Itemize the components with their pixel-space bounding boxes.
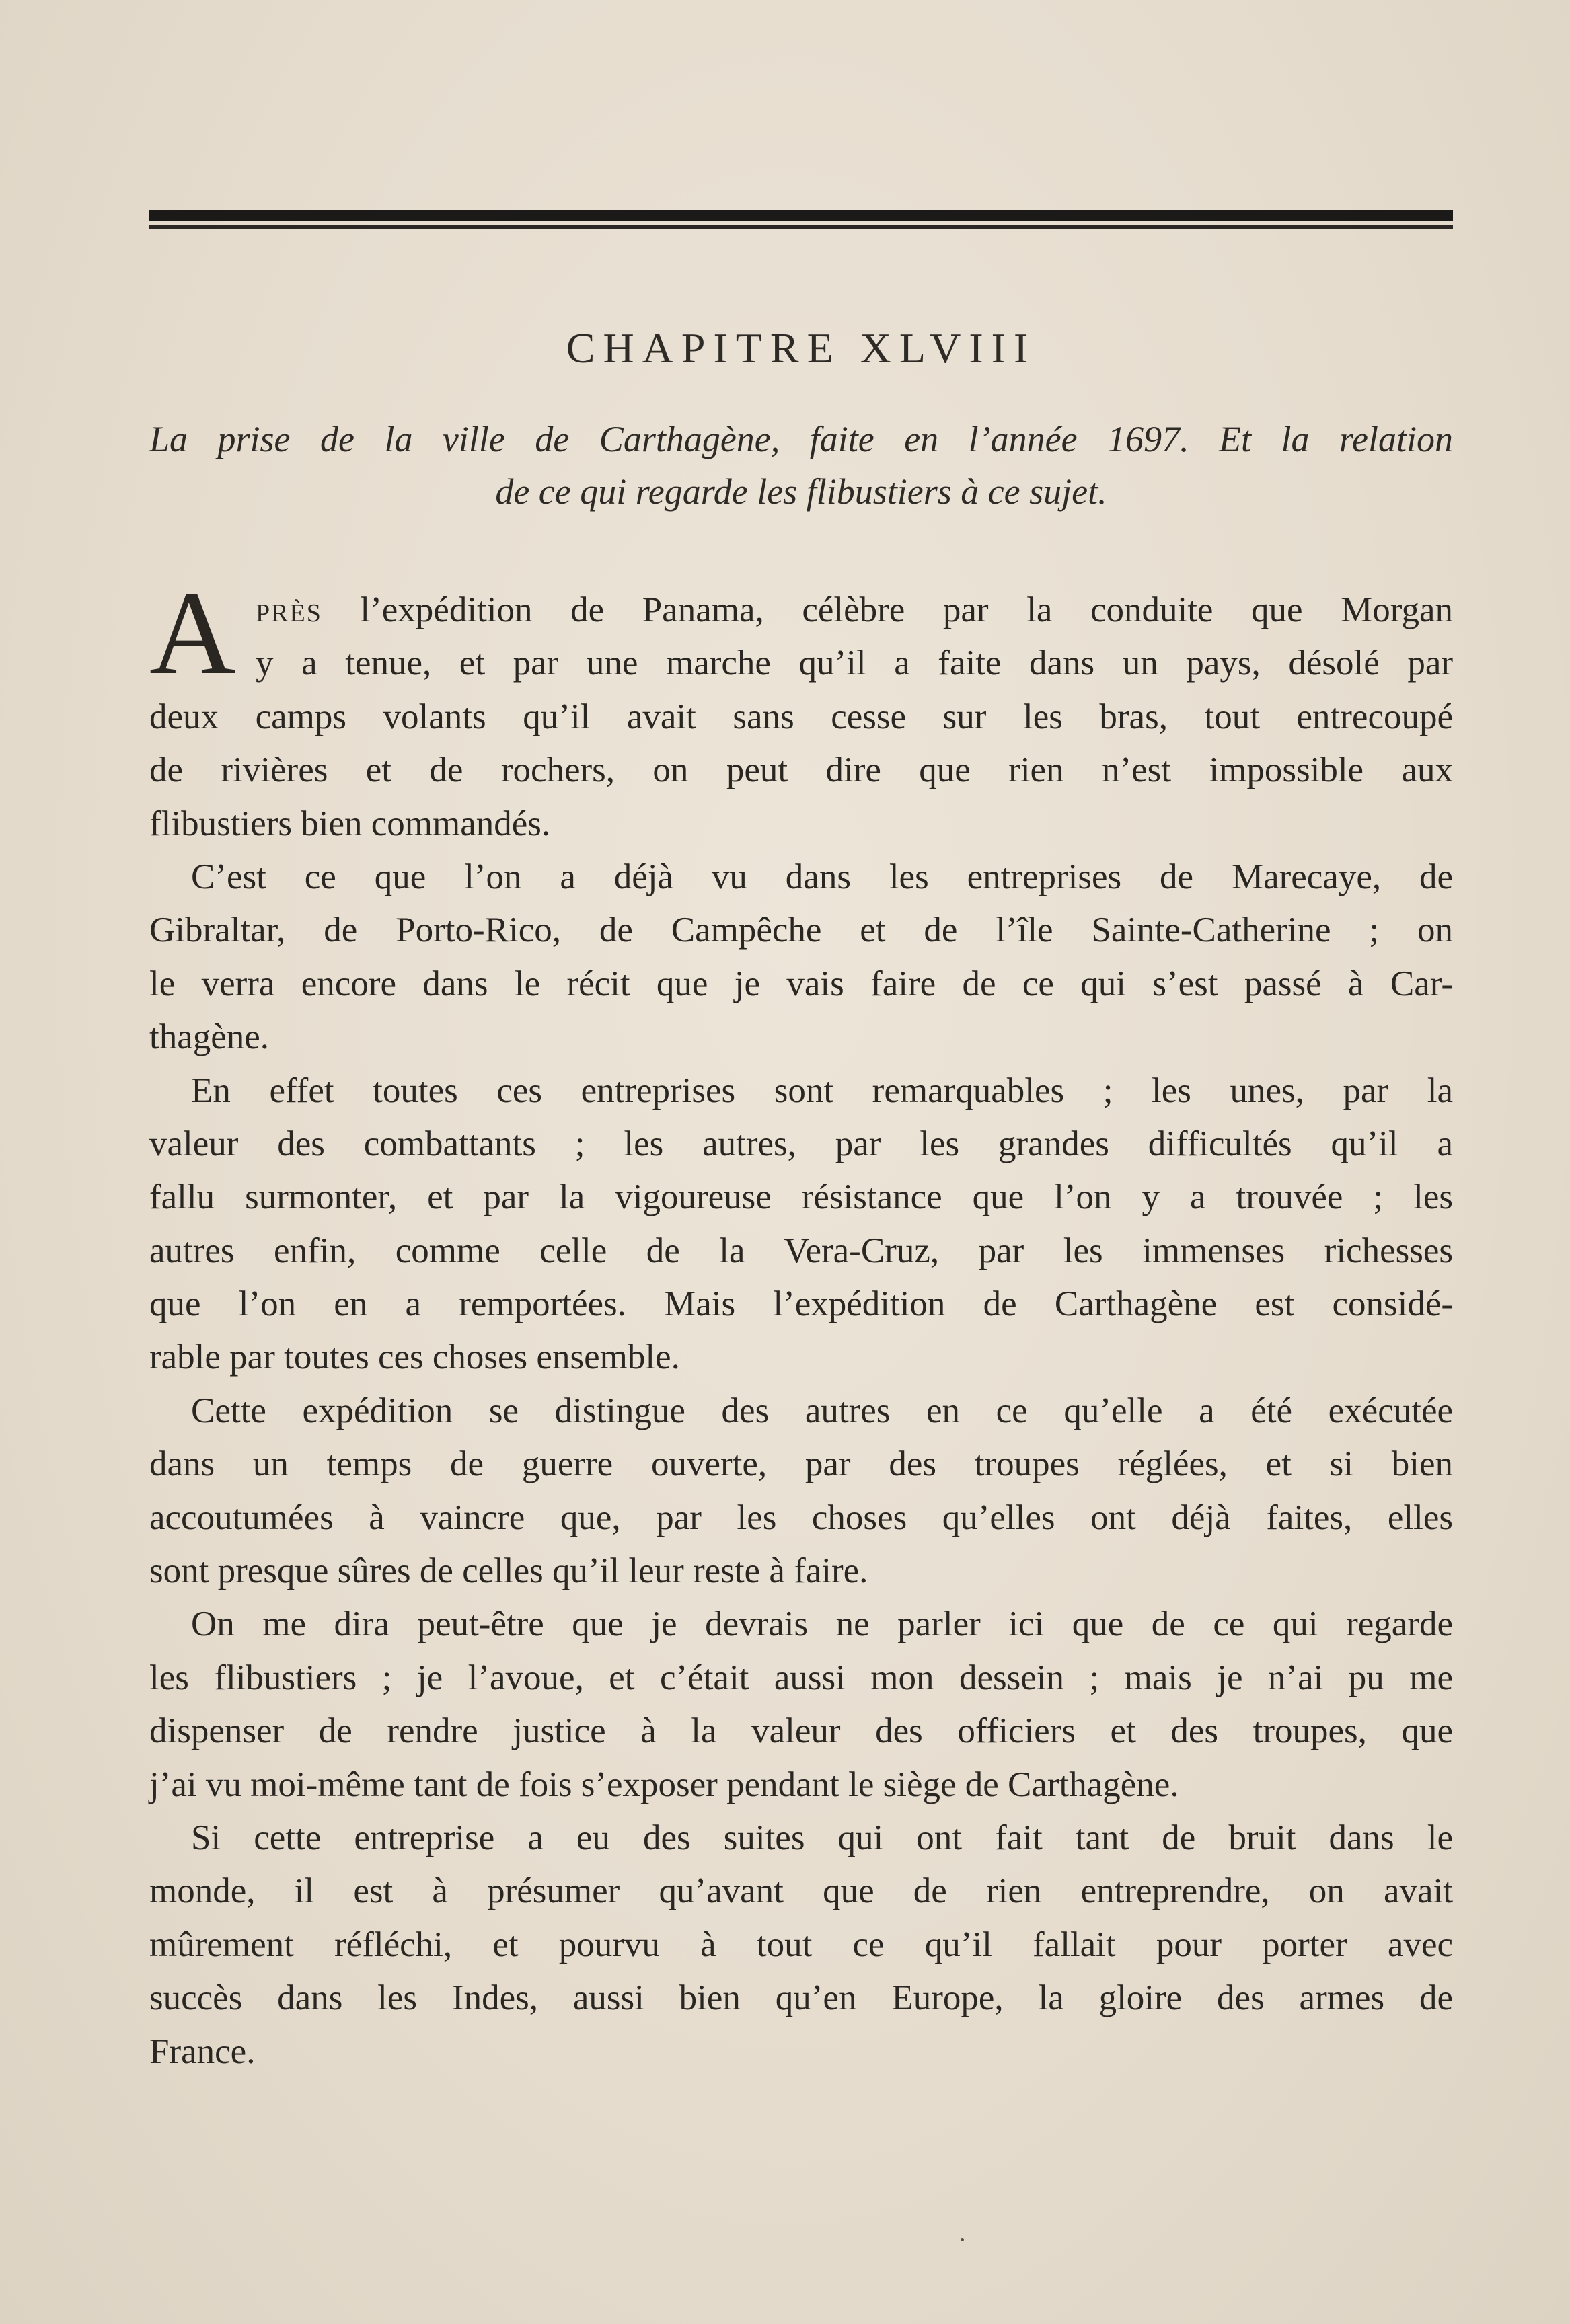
text-line: de rivières et de rochers, on peut dire que rien n’est impossible aux bbox=[149, 750, 1453, 790]
text-line: monde, il est à présumer qu’avant que de rien entreprendre, on avait bbox=[149, 1871, 1453, 1911]
drop-cap-letter: A bbox=[149, 566, 236, 699]
text-line: dans un temps de guerre ouverte, par des troupes réglées, et si bien bbox=[149, 1444, 1453, 1484]
text-line: C’est ce que l’on a déjà vu dans les entreprises de Marecaye, de bbox=[191, 857, 1453, 896]
header-rule-thick bbox=[149, 210, 1453, 221]
text-line: flibustiers bien commandés. bbox=[149, 804, 551, 843]
text-line: Cette expédition se distingue des autres en ce qu’elle a été exécutée bbox=[191, 1391, 1453, 1430]
text-line: le verra encore dans le récit que je vais faire de ce qui s’est passé à Car- bbox=[149, 964, 1453, 1003]
text-line: valeur des combattants ; les autres, par les grandes difficultés qu’il a bbox=[149, 1124, 1453, 1163]
chapter-title: CHAPITRE XLVIII bbox=[566, 324, 1037, 372]
text-line: dispenser de rendre justice à la valeur des officiers et des troupes, que bbox=[149, 1711, 1453, 1751]
text-line: Gibraltar, de Porto-Rico, de Campêche et de l’île Sainte-Catherine ; on bbox=[149, 911, 1453, 950]
text-line: j’ai vu moi-même tant de fois s’exposer pendant le siège de Carthagène. bbox=[149, 1765, 1179, 1804]
text-line: On me dira peut-être que je devrais ne parler ici que de ce qui regarde bbox=[191, 1604, 1453, 1644]
text-line: En effet toutes ces entreprises sont remarquables ; les unes, par la bbox=[191, 1071, 1453, 1110]
text-line: deux camps volants qu’il avait sans cesse sur les bras, tout entrecoupé bbox=[149, 697, 1453, 736]
text-line: que l’on en a remportées. Mais l’expédition de Carthagène est considé- bbox=[149, 1284, 1453, 1324]
paper-speck bbox=[961, 2238, 964, 2241]
subtitle-line-1: La prise de la ville de Carthagène, faite en l’année 1697. Et la relation bbox=[149, 419, 1453, 459]
header-rule-thin bbox=[149, 225, 1453, 229]
text-line: thagène. bbox=[149, 1017, 270, 1057]
text-line: PRÈS l’expédition de Panama, célèbre par la conduite que Morgan bbox=[256, 590, 1453, 629]
text-line: y a tenue, et par une marche qu’il a faite dans un pays, désolé par bbox=[256, 644, 1453, 683]
dropcap-smallcaps: PRÈS bbox=[256, 599, 322, 627]
text-line: succès dans les Indes, aussi bien qu’en Europe, la gloire des armes de bbox=[149, 1978, 1453, 2018]
text-line: accoutumées à vaincre que, par les choses qu’elles ont déjà faites, elles bbox=[149, 1498, 1453, 1537]
body-text bbox=[149, 566, 1453, 2079]
chapter-subtitle bbox=[149, 413, 1453, 518]
subtitle-line-2: de ce qui regarde les flibustiers à ce sujet. bbox=[495, 471, 1107, 512]
text-line: fallu surmonter, et par la vigoureuse résistance que l’on y a trouvée ; les bbox=[149, 1177, 1453, 1217]
text-line: les flibustiers ; je l’avoue, et c’était aussi mon dessein ; mais je n’ai pu me bbox=[149, 1658, 1453, 1697]
text-line: autres enfin, comme celle de la Vera-Cruz, par les immenses richesses bbox=[149, 1231, 1453, 1270]
text-line: mûrement réfléchi, et pourvu à tout ce qu’il fallait pour porter avec bbox=[149, 1925, 1453, 1964]
text-line: Si cette entreprise a eu des suites qui ont fait tant de bruit dans le bbox=[191, 1818, 1453, 1857]
text-line: France. bbox=[149, 2031, 256, 2071]
text-line: sont presque sûres de celles qu’il leur reste à faire. bbox=[149, 1551, 868, 1591]
text-line: rable par toutes ces choses ensemble. bbox=[149, 1338, 680, 1377]
